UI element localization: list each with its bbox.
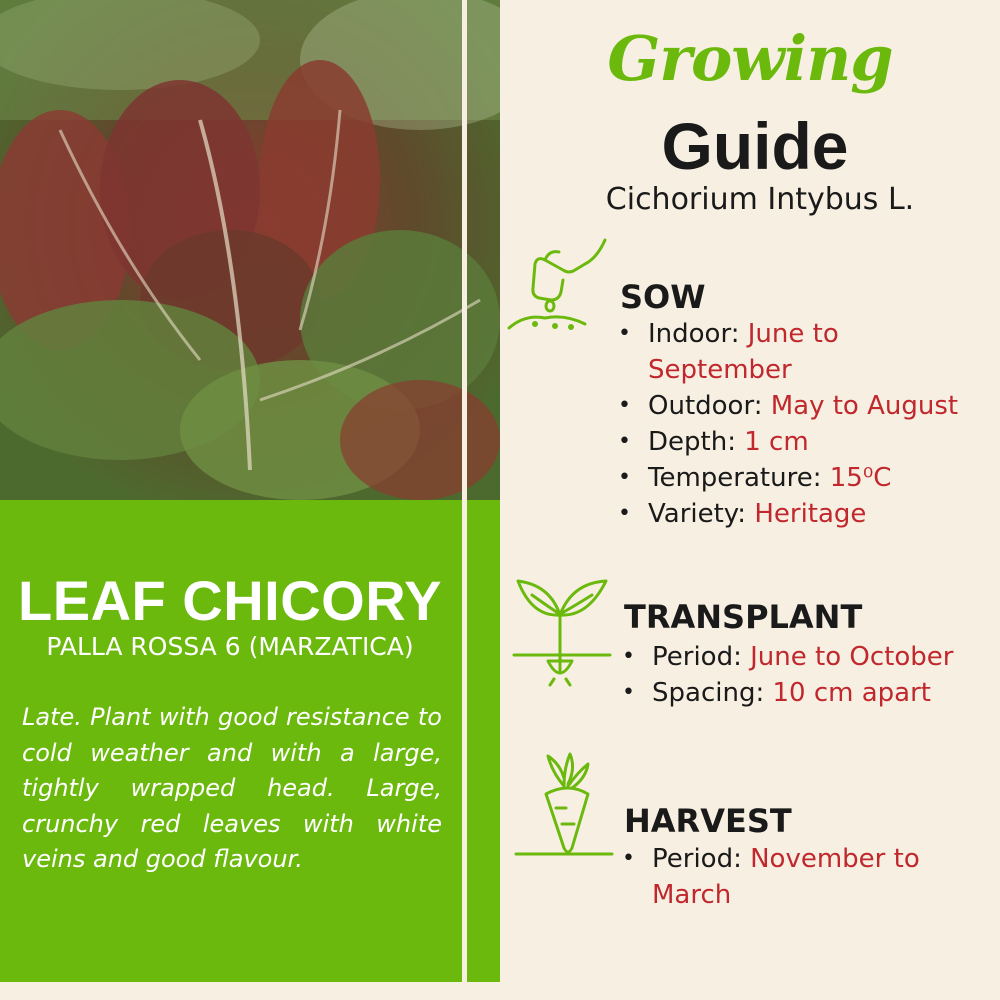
chicory-leaves-photo (0, 0, 500, 500)
guide-main-title: Guide (661, 109, 849, 183)
hand-seed-icon (505, 230, 615, 335)
transplant-list (622, 639, 992, 711)
guide-script-title: Growing (607, 22, 893, 95)
harvest-list (622, 841, 992, 913)
sow-item-outdoor: • Outdoor: May to August (618, 388, 988, 424)
vertical-divider (462, 0, 467, 982)
product-description: Late. Plant with good resistance to cold weather and with a large, tightly wrapped head. Large, crunchy red leaves with white veins and good flavour. (22, 703, 442, 873)
harvest-title: HARVEST (624, 802, 792, 840)
sow-item-depth: • Depth: 1 cm (618, 424, 988, 460)
sow-item-temperature: • Temperature: 15⁰C (618, 460, 988, 496)
harvest-item-period: • Period: November to March (622, 841, 992, 913)
bottom-border (0, 982, 1000, 1000)
sow-list (618, 316, 988, 532)
product-variety: PALLA ROSSA 6 (MARZATICA) (46, 632, 414, 661)
sow-title: SOW (620, 278, 706, 316)
sow-item-indoor: • Indoor: June to September (618, 316, 988, 388)
sow-item-variety: • Variety: Heritage (618, 496, 988, 532)
latin-name: Cichorium Intybus L. (605, 182, 915, 217)
carrot-icon (512, 752, 617, 864)
product-name: LEAF CHICORY (18, 569, 442, 632)
transplant-title: TRANSPLANT (624, 598, 863, 636)
transplant-item-period: • Period: June to October (622, 639, 992, 675)
transplant-item-spacing: • Spacing: 10 cm apart (622, 675, 992, 711)
seedling-icon (510, 575, 615, 690)
